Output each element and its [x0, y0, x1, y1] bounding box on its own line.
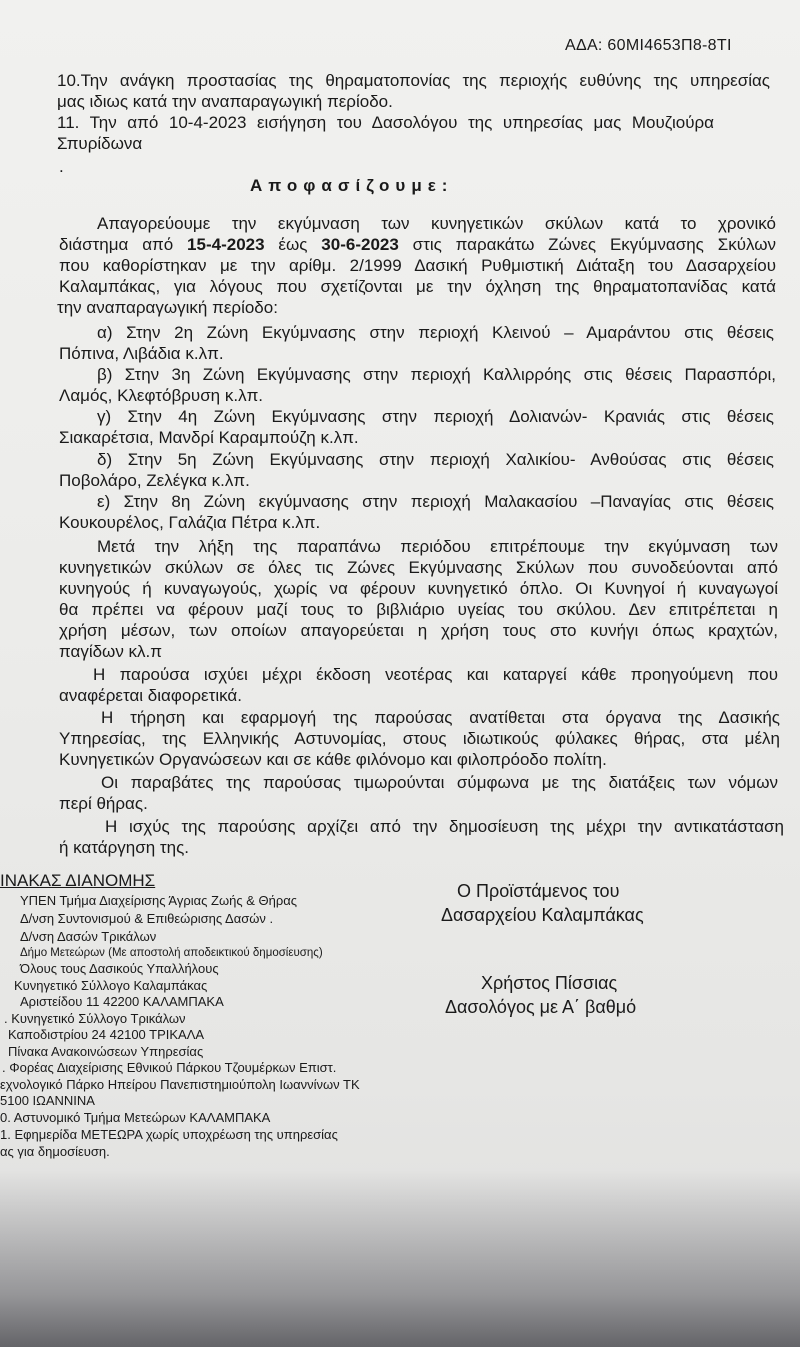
after-line: κυνηγετικών σκύλων σε όλες τις Ζώνες Εκγύμνασης Σκύλων που συνοδεύονται από: [59, 558, 778, 577]
distribution-item: . Κυνηγετικό Σύλλογο Τρικάλων: [4, 1011, 186, 1026]
ban-line: Καλαμπάκας, για λόγους που σχετίζονται με την όχληση της θηραματοπανίδας κατά: [59, 277, 776, 296]
distribution-item: Κυνηγετικό Σύλλογο Καλαμπάκας: [14, 978, 208, 993]
date-from: 15-4-2023: [187, 235, 265, 254]
validity-line: Η παρούσα ισχύει μέχρι έκδοση νεοτέρας και καταργεί κάθε προηγούμενη που: [93, 665, 778, 684]
enforcement-line: Η τήρηση και εφαρμογή της παρούσας ανατίθεται στα όργανα της Δασικής: [101, 708, 780, 727]
ban-line: Απαγορεύουμε την εκγύμναση των κυνηγετικών σκύλων κατά το χρονικό: [97, 214, 776, 233]
distribution-item: Πίνακα Ανακοινώσεων Υπηρεσίας: [8, 1044, 204, 1059]
zone-item-places: Σιακαρέτσια, Μανδρί Καραμπούζη κ.λπ.: [59, 428, 359, 447]
ada-code: ΑΔΑ: 60ΜΙ4653Π8-8ΤΙ: [565, 37, 732, 54]
signature-office: Δασαρχείου Καλαμπάκας: [441, 905, 644, 925]
distribution-item: Δήμο Μετεώρων (Με αποστολή αποδεικτικού δημοσίευσης): [20, 947, 323, 959]
distribution-item: Δ/νση Συντονισμού & Επιθεώρισης Δασών .: [20, 911, 274, 926]
zone-item-places: Κουκουρέλος, Γαλάζια Πέτρα κ.λπ.: [59, 513, 321, 532]
ban-line: που καθορίστηκαν με την αρίθμ. 2/1999 Δασική Ρυθμιστική Διάταξη του Δασαρχείου: [59, 256, 776, 275]
distribution-item: εχνολογικό Πάρκο Ηπείρου Πανεπιστημιούπολη Ιωαννίνων ΤΚ: [0, 1077, 360, 1092]
signature-title: Δασολόγος με Α΄ βαθμό: [445, 997, 637, 1017]
distribution-item: 1. Εφημερίδα ΜΕΤΕΩΡΑ χωρίς υποχρέωση της υπηρεσίας: [0, 1127, 338, 1142]
consideration-line: μας ιδιως κατά την αναπαραγωγική περίοδο.: [57, 92, 393, 111]
zone-item: γ) Στην 4η Ζώνη Εκγύμνασης στην περιοχή Δολιανών- Κρανιάς στις θέσεις: [97, 407, 774, 426]
distribution-item: Δ/νση Δασών Τρικάλων: [20, 929, 157, 944]
penalty-line: περί θήρας.: [59, 794, 148, 813]
after-line: χρήση μέσων, των οποίων απαγορεύεται η χρήση τους στο κυνήγι όπως κραχτών,: [59, 621, 778, 640]
zone-item: β) Στην 3η Ζώνη Εκγύμνασης στην περιοχή Καλλιρρόης στις θέσεις Παρασπόρι,: [97, 365, 776, 384]
distribution-item: Καποδιστρίου 24 42100 ΤΡΙΚΑΛΑ: [8, 1027, 205, 1042]
consideration-line: 11. Την από 10-4-2023 εισήγηση του Δασολόγου της υπηρεσίας μας Μουζιούρα: [57, 113, 714, 132]
ban-line-dates: διάστημα από 15-4-2023 έως 30-6-2023 στις παρακάτω Ζώνες Εκγύμνασης Σκύλων: [59, 235, 777, 254]
zone-item: δ) Στην 5η Ζώνη Εκγύμνασης στην περιοχή Χαλικίου- Ανθούσας στις θέσεις: [97, 450, 774, 469]
distribution-item: 0. Αστυνομικό Τμήμα Μετεώρων ΚΑΛΑΜΠΑΚΑ: [0, 1110, 271, 1125]
date-to: 30-6-2023: [321, 235, 399, 254]
consideration-line: 10.Την ανάγκη προστασίας της θηραματοπονίας της περιοχής ευθύνης της υπηρεσίας: [57, 71, 770, 90]
consideration-dot: .: [59, 157, 64, 176]
signature-name: Χρήστος Πίσσιας: [481, 973, 618, 993]
zone-item: ε) Στην 8η Ζώνη εκγύμνασης στην περιοχή Μαλακασίου –Παναγίας στις θέσεις: [97, 492, 774, 511]
zone-item-places: Λαμός, Κλεφτόβρυση κ.λπ.: [59, 386, 264, 405]
signature-role: Ο Προϊστάμενος του: [457, 881, 620, 901]
photo-shadow: [0, 1170, 800, 1347]
distribution-item: ΥΠΕΝ Τμήμα Διαχείρισης Άγριας Ζωής & Θήρας: [20, 893, 298, 908]
ban-line: την αναπαραγωγική περίοδο:: [57, 298, 278, 317]
effect-line: ή κατάργηση της.: [59, 838, 189, 857]
decision-title: Αποφασίζουμε:: [250, 176, 454, 195]
consideration-line: Σπυρίδωνα: [57, 134, 143, 153]
after-line: παγίδων κλ.π: [59, 642, 163, 661]
after-line: Μετά την λήξη της παραπάνω περιόδου επιτρέπουμε την εκγύμναση των: [97, 537, 778, 556]
penalty-line: Οι παραβάτες της παρούσας τιμωρούνται σύμφωνα με της διατάξεις των νόμων: [101, 773, 778, 792]
effect-line: Η ισχύς της παρούσης αρχίζει από την δημοσίευση της μέχρι την αντικατάσταση: [105, 817, 784, 836]
enforcement-line: Κυνηγετικών Οργανώσεων και σε κάθε φιλόνομο και φιλοπρόοδο πολίτη.: [59, 750, 607, 769]
distribution-item: Αριστείδου 11 42200 ΚΑΛΑΜΠΑΚΑ: [20, 994, 224, 1009]
zone-item-places: Πόπινα, Λιβάδια κ.λπ.: [59, 344, 224, 363]
distribution-item: Όλους τους Δασικούς Υπαλλήλους: [20, 961, 219, 976]
distribution-item: . Φορέας Διαχείρισης Εθνικού Πάρκου Τζουμέρκων Επιστ.: [2, 1060, 337, 1075]
after-line: κυνηγούς ή κυναγωγούς, χωρίς να φέρουν κυνηγετικό όπλο. Οι Κυνηγοί ή κυναγωγοί: [59, 579, 778, 598]
distribution-item: ας για δημοσίευση.: [0, 1144, 110, 1159]
after-line: θα πρέπει να φέρουν μαζί τους το βιβλιάριο υγείας του σκύλου. Δεν επιτρέπεται η: [59, 600, 778, 619]
zone-item: α) Στην 2η Ζώνη Εκγύμνασης στην περιοχή Κλεινού – Αμαράντου στις θέσεις: [97, 323, 774, 342]
distribution-item: 5100 ΙΩΑΝΝΙΝΑ: [0, 1093, 95, 1108]
distribution-title: ΙΝΑΚΑΣ ΔΙΑΝΟΜΗΣ: [0, 871, 156, 890]
zone-item-places: Ποβολάρο, Ζελέγκα κ.λπ.: [59, 471, 250, 490]
enforcement-line: Υπηρεσίας, της Ελληνικής Αστυνομίας, στους ιδιωτικούς φύλακες θήρας, στα μέλη: [59, 729, 780, 748]
validity-line: αναφέρεται διαφορετικά.: [59, 686, 242, 705]
